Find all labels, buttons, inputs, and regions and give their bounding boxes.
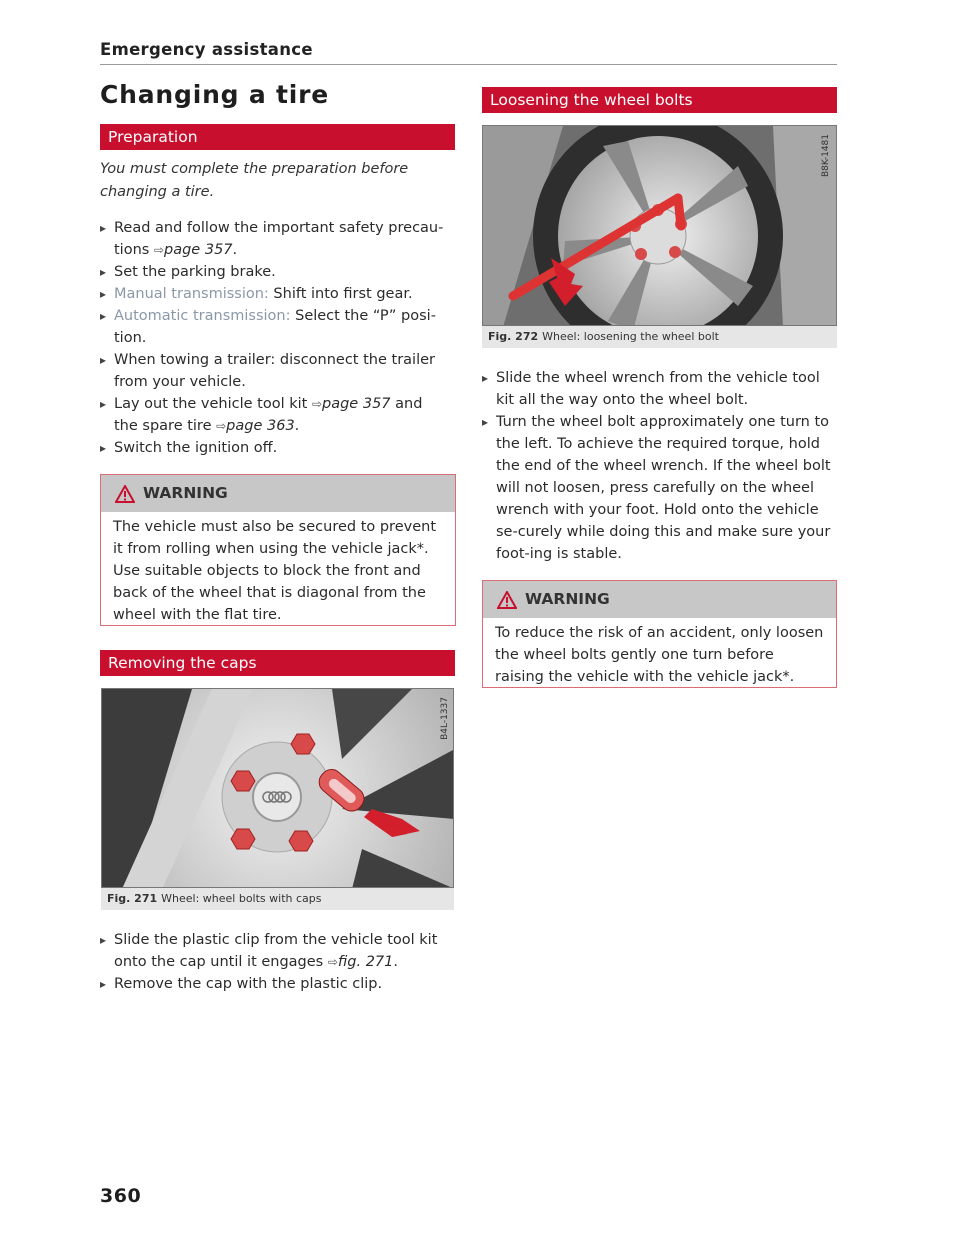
list-item: ▸ When towing a trailer: disconnect the trailer from your vehicle. bbox=[100, 349, 450, 393]
page-title: Changing a tire bbox=[100, 80, 330, 109]
page-link[interactable]: page 363 bbox=[226, 418, 295, 434]
warning-icon bbox=[115, 485, 135, 503]
figure-link[interactable]: fig. 271 bbox=[337, 954, 394, 970]
list-item: ▸ Slide the wheel wrench from the vehicle tool kit all the way onto the wheel bolt. bbox=[482, 367, 837, 411]
loosening-steps bbox=[482, 367, 837, 565]
warning-header: WARNING bbox=[483, 581, 836, 618]
loosening-heading: Loosening the wheel bolts bbox=[482, 87, 837, 113]
section-title: Emergency assistance bbox=[100, 40, 313, 59]
list-item: ▸ Read and follow the important safety precau-tions ⇨page 357. bbox=[100, 217, 450, 261]
warning-header: WARNING bbox=[101, 475, 455, 512]
preparation-steps bbox=[100, 217, 450, 459]
wheel-wrench-illustration bbox=[483, 126, 837, 326]
figure-code: B8K-1481 bbox=[821, 134, 831, 178]
list-item: ▸ Remove the cap with the plastic clip. bbox=[100, 973, 450, 995]
warning-icon bbox=[497, 591, 517, 609]
list-item: ▸ Turn the wheel bolt approximately one turn to the left. To achieve the required torque, hold the end of the wheel wrench. If the wheel bolt will not loosen, press carefully on the wheel wrench with your foot. Hold onto the vehicle se-curely while doing this and make sure your foot-ing is stable. bbox=[482, 411, 837, 565]
list-item: ▸ Lay out the vehicle tool kit ⇨page 357 and the spare tire ⇨page 363. bbox=[100, 393, 450, 437]
header-divider bbox=[100, 64, 837, 65]
page-link[interactable]: page 357 bbox=[164, 242, 233, 258]
list-item: ▸ Set the parking brake. bbox=[100, 261, 450, 283]
arrow-icon: ⇨ bbox=[327, 955, 338, 969]
removing-caps-steps bbox=[100, 929, 450, 995]
arrow-icon: ⇨ bbox=[216, 419, 227, 433]
figure-caption: Fig. 272 Wheel: loosening the wheel bolt bbox=[482, 326, 837, 348]
figure-number: Fig. 272 bbox=[488, 330, 539, 343]
figure-wheel-caps bbox=[101, 688, 454, 888]
warning-text: The vehicle must also be secured to prevent it from rolling when using the vehicle jack*. Use suitable objects to block the front and back of the wheel that is diagonal from the wheel with the flat tire. bbox=[113, 519, 437, 623]
list-item: ▸ Slide the plastic clip from the vehicle tool kit onto the cap until it engages ⇨fig. 271. bbox=[100, 929, 450, 973]
wheel-caps-illustration bbox=[102, 689, 454, 888]
arrow-icon: ⇨ bbox=[153, 243, 165, 257]
figure-code: B4L-1337 bbox=[440, 697, 450, 740]
removing-caps-heading: Removing the caps bbox=[100, 650, 455, 676]
page-number: 360 bbox=[100, 1185, 142, 1207]
warning-text: To reduce the risk of an accident, only loosen the wheel bolts gently one turn before raising the vehicle with the vehicle jack*. bbox=[495, 625, 824, 685]
figure-caption: Fig. 271 Wheel: wheel bolts with caps bbox=[101, 888, 454, 910]
page-link[interactable]: page 357 bbox=[322, 396, 391, 412]
warning-box-right bbox=[482, 580, 837, 688]
list-item: ▸ Manual transmission: Shift into first gear. bbox=[100, 283, 450, 305]
preparation-intro: You must complete the preparation before changing a tire. bbox=[100, 161, 409, 200]
warning-box-left bbox=[100, 474, 456, 626]
figure-number: Fig. 271 bbox=[107, 892, 158, 905]
arrow-icon: ⇨ bbox=[311, 397, 323, 411]
preparation-heading: Preparation bbox=[100, 124, 455, 150]
figure-wheel-wrench bbox=[482, 125, 837, 326]
list-item: ▸ Automatic transmission: Select the “P” posi-tion. bbox=[100, 305, 450, 349]
list-item: ▸ Switch the ignition off. bbox=[100, 437, 450, 459]
